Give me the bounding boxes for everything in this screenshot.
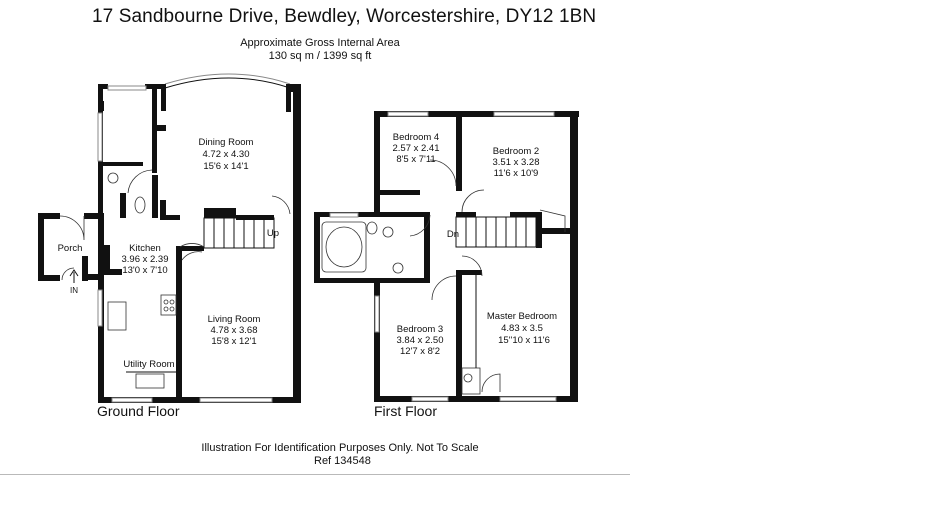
- dining-room-name: Dining Room: [198, 137, 254, 148]
- ground-floor-label: Ground Floor: [97, 403, 180, 419]
- stairs-up-label: Up: [266, 228, 280, 239]
- wc-door: [128, 170, 152, 193]
- bedroom4-metric: 2.57 x 2.41: [392, 143, 440, 154]
- bedroom3-metric: 3.84 x 2.50: [396, 335, 444, 346]
- ensuite-door: [482, 374, 500, 392]
- bedroom2-metric: 3.51 x 3.28: [492, 157, 540, 168]
- living-room-imperial: 15'8 x 12'1: [211, 336, 257, 347]
- master-bedroom-imperial: 15''10 x 11'6: [498, 335, 550, 346]
- first-floor-label: First Floor: [374, 403, 437, 419]
- toilet-icon: [135, 197, 145, 213]
- kitchen-name: Kitchen: [129, 243, 161, 254]
- kitchen-sink-icon: [108, 302, 126, 330]
- bedroom2-imperial: 11'6 x 10'9: [493, 168, 539, 179]
- living-room-metric: 4.78 x 3.68: [210, 325, 258, 336]
- disclaimer-text: Illustration For Identification Purposes Only. Not To Scale: [201, 442, 479, 454]
- dining-room-imperial: 15'6 x 14'1: [203, 161, 249, 172]
- area-value: 130 sq m / 1399 sq ft: [268, 50, 372, 62]
- utility-room-name: Utility Room: [123, 359, 175, 370]
- bedroom4-name: Bedroom 4: [392, 132, 440, 143]
- porch-name: Porch: [57, 243, 83, 254]
- master-bedroom-metric: 4.83 x 3.5: [501, 323, 543, 334]
- bedroom3-imperial: 12'7 x 8'2: [399, 346, 441, 357]
- bedroom3-name: Bedroom 3: [396, 324, 444, 335]
- bedroom2-name: Bedroom 2: [492, 146, 540, 157]
- ground-floor-plan: [38, 74, 301, 403]
- kitchen-metric: 3.96 x 2.39: [121, 254, 169, 265]
- footer-divider: [0, 474, 630, 475]
- bedroom3-door: [432, 276, 456, 300]
- area-caption: Approximate Gross Internal Area: [240, 37, 400, 49]
- front-door: [62, 268, 74, 280]
- bath-basin-icon: [393, 263, 403, 273]
- stairs-down-label: Dn: [446, 229, 460, 240]
- porch-door: [60, 216, 84, 240]
- toilet-icon: [367, 222, 377, 234]
- dining-room-metric: 4.72 x 4.30: [202, 149, 250, 160]
- reference-number: Ref 134548: [314, 455, 371, 467]
- bedroom4-imperial: 8'5 x 7'11: [396, 154, 436, 165]
- hob-icon: [161, 295, 176, 315]
- hall-door: [272, 196, 290, 214]
- kitchen-imperial: 13'0 x 7'10: [122, 265, 168, 276]
- master-bedroom-name: Master Bedroom: [486, 311, 558, 322]
- bedroom2-door: [462, 190, 484, 212]
- basin-icon: [108, 173, 118, 183]
- entrance-label: IN: [70, 286, 78, 295]
- kitchen-door: [182, 252, 202, 260]
- utility-sink-icon: [136, 374, 164, 388]
- property-address-title: 17 Sandbourne Drive, Bewdley, Worcestershire, DY12 1BN: [92, 6, 597, 27]
- basin-icon: [383, 227, 393, 237]
- first-floor-plan: [314, 111, 579, 402]
- living-room-name: Living Room: [207, 314, 261, 325]
